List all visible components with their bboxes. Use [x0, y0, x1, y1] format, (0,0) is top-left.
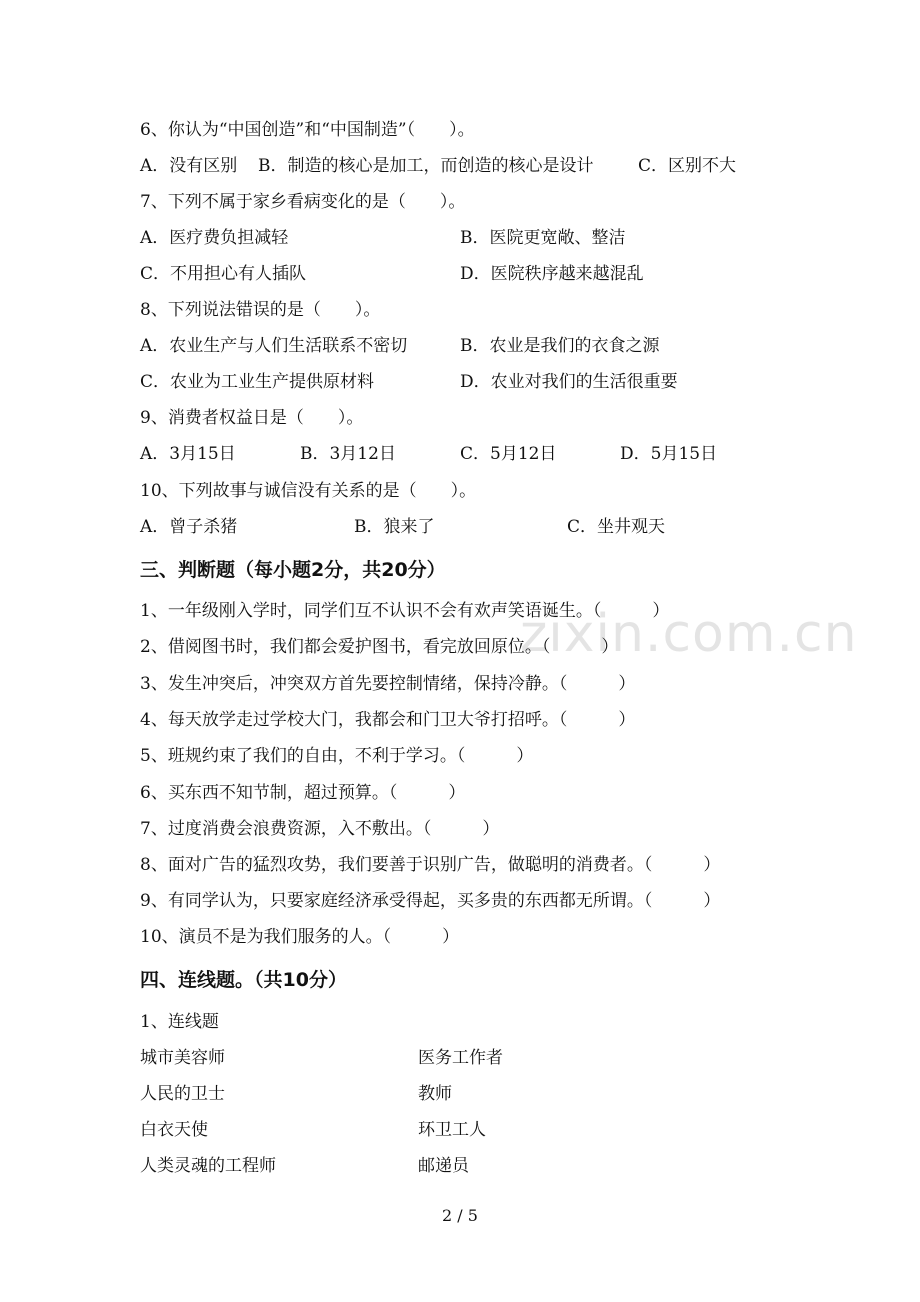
- judgement-item: 3、发生冲突后，冲突双方首先要控制情绪，保持冷静。（ ）: [140, 674, 636, 694]
- matching-subtitle: 1、连线题: [140, 1012, 219, 1032]
- question-8-stem: 8、下列说法错误的是（ ）。: [140, 300, 381, 320]
- section-4-title: 四、连线题。（共10分）: [140, 969, 347, 991]
- question-7-stem: 7、下列不属于家乡看病变化的是（ ）。: [140, 192, 466, 212]
- question-10-option-a: A．曾子杀猪: [140, 517, 238, 537]
- matching-left-item: 城市美容师: [140, 1048, 225, 1068]
- judgement-item: 4、每天放学走过学校大门，我都会和门卫大爷打招呼。（ ）: [140, 710, 636, 730]
- question-9-stem: 9、消费者权益日是（ ）。: [140, 408, 364, 428]
- question-9-option-d: D．5月15日: [620, 444, 718, 464]
- question-6-stem: 6、你认为“中国创造”和“中国制造”（ ）。: [140, 120, 475, 140]
- question-6-option-c: C．区别不大: [638, 156, 737, 176]
- question-8-option-b: B．农业是我们的衣食之源: [460, 336, 660, 356]
- question-10-stem: 10、下列故事与诚信没有关系的是（ ）。: [140, 481, 477, 501]
- matching-left-item: 白衣天使: [140, 1120, 208, 1140]
- judgement-item: 9、有同学认为，只要家庭经济承受得起，买多贵的东西都无所谓。（ ）: [140, 891, 721, 911]
- question-10-option-c: C．坐井观天: [567, 517, 666, 537]
- question-7-option-c: C．不用担心有人插队: [140, 264, 307, 284]
- question-7-option-d: D．医院秩序越来越混乱: [460, 264, 644, 284]
- matching-right-item: 环卫工人: [418, 1120, 486, 1140]
- question-6-option-b: B．制造的核心是加工，而创造的核心是设计: [258, 156, 594, 176]
- judgement-item: 5、班规约束了我们的自由，不利于学习。（ ）: [140, 746, 534, 766]
- judgement-item: 10、演员不是为我们服务的人。（ ）: [140, 927, 460, 947]
- judgement-item: 2、借阅图书时，我们都会爱护图书，看完放回原位。（ ）: [140, 637, 619, 657]
- judgement-item: 7、过度消费会浪费资源，入不敷出。（ ）: [140, 819, 500, 839]
- matching-right-item: 教师: [418, 1084, 452, 1104]
- question-7-option-b: B．医院更宽敞、整洁: [460, 228, 626, 248]
- judgement-item: 8、面对广告的猛烈攻势，我们要善于识别广告，做聪明的消费者。（ ）: [140, 855, 721, 875]
- matching-left-item: 人类灵魂的工程师: [140, 1156, 276, 1176]
- watermark: zixin.com.cn: [520, 604, 858, 664]
- matching-right-item: 邮递员: [418, 1156, 469, 1176]
- judgement-item: 6、买东西不知节制，超过预算。（ ）: [140, 783, 466, 803]
- matching-right-item: 医务工作者: [418, 1048, 503, 1068]
- question-8-option-c: C．农业为工业生产提供原材料: [140, 372, 375, 392]
- question-8-option-d: D．农业对我们的生活很重要: [460, 372, 678, 392]
- question-9-option-c: C．5月12日: [460, 444, 557, 464]
- question-7-option-a: A．医疗费负担减轻: [140, 228, 289, 248]
- question-8-option-a: A．农业生产与人们生活联系不密切: [140, 336, 408, 356]
- judgement-item: 1、一年级刚入学时，同学们互不认识不会有欢声笑语诞生。（ ）: [140, 601, 670, 621]
- question-9-option-a: A．3月15日: [140, 444, 236, 464]
- question-9-option-b: B．3月12日: [300, 444, 396, 464]
- page-number: 2 / 5: [442, 1206, 478, 1225]
- section-3-title: 三、判断题（每小题2分，共20分）: [140, 559, 446, 581]
- matching-left-item: 人民的卫士: [140, 1084, 225, 1104]
- question-6-option-a: A．没有区别: [140, 156, 238, 176]
- question-10-option-b: B．狼来了: [354, 517, 435, 537]
